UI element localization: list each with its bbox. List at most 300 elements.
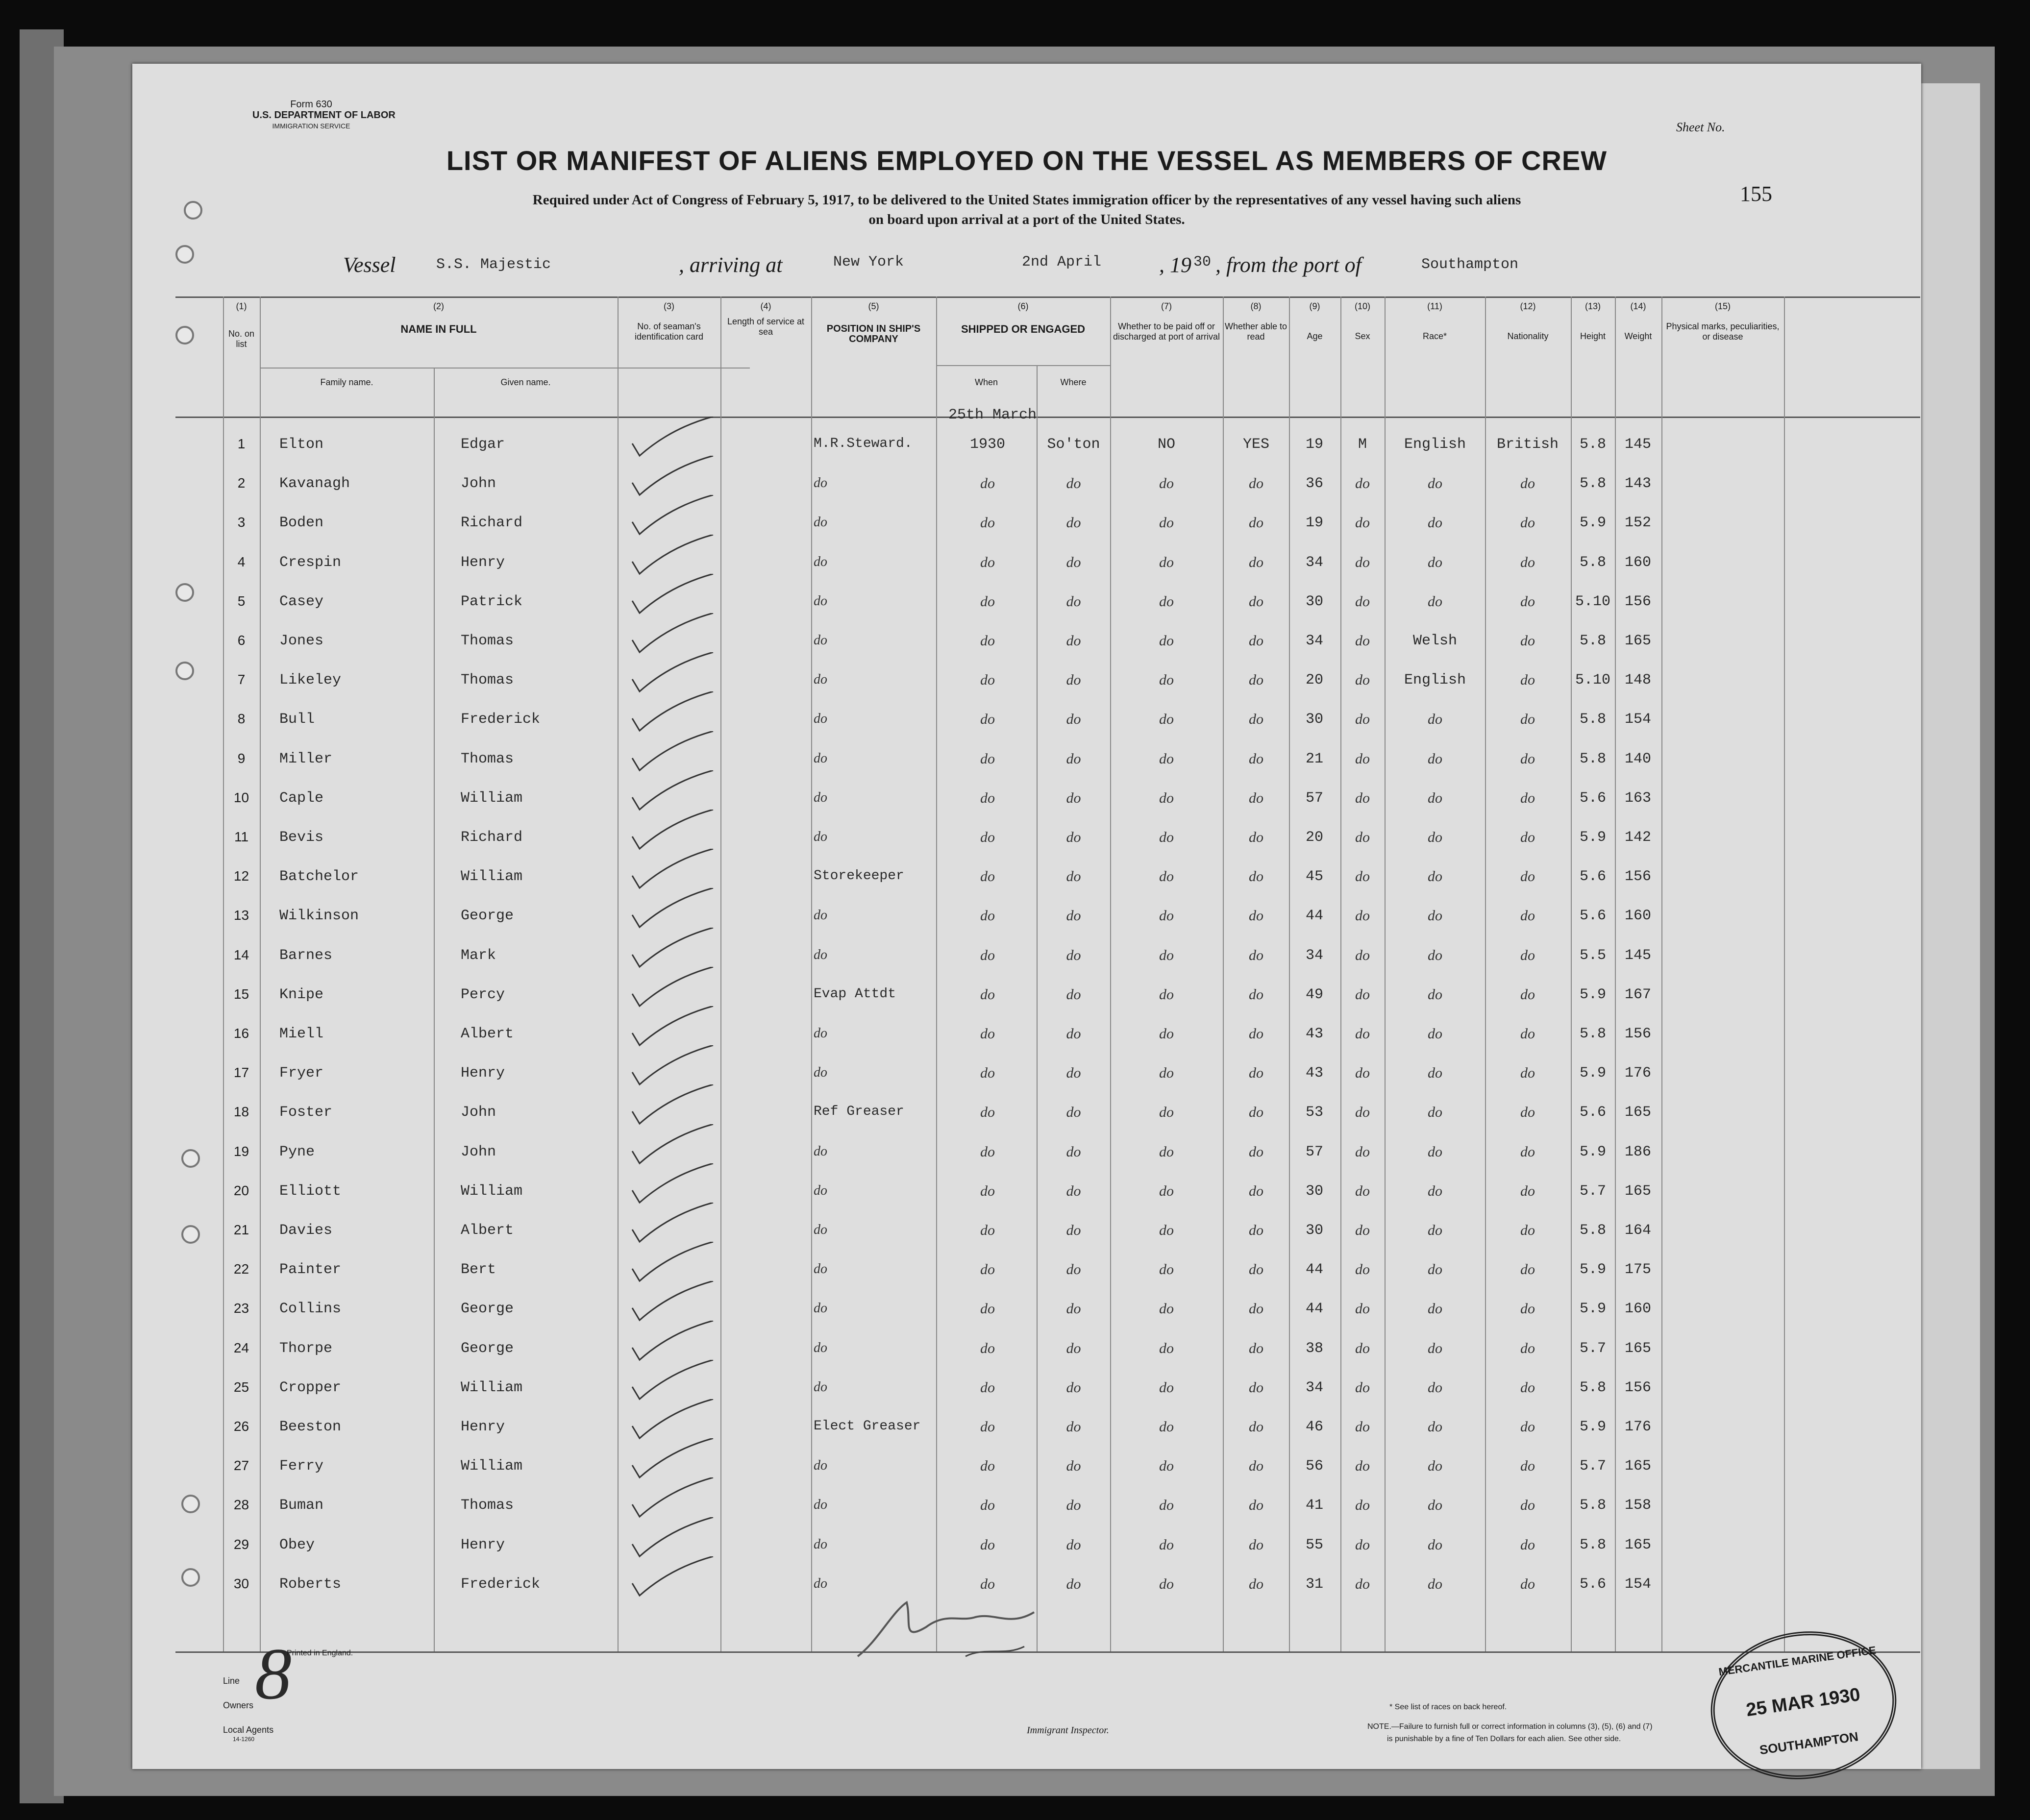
col-num: (10): [1354, 301, 1370, 311]
cell-given: Frederick: [461, 711, 541, 728]
cell-family: Likeley: [279, 672, 342, 689]
check-mark-icon: [622, 535, 720, 579]
inspector-label: Immigrant Inspector.: [1027, 1725, 1109, 1736]
cell-where: do: [1066, 947, 1081, 963]
punch-hole: [175, 245, 194, 264]
col-label: Race*: [1422, 331, 1447, 341]
cell-when: do: [980, 633, 995, 649]
cell-position: do: [814, 1065, 827, 1081]
cell-read: YES: [1242, 436, 1269, 453]
cell-paid: do: [1159, 1182, 1174, 1199]
cell-given: Henry: [461, 1419, 505, 1435]
punch-hole: [175, 326, 194, 344]
cell-age: 55: [1305, 1536, 1323, 1553]
manifest-sheet: [132, 64, 1921, 1769]
cell-position: do: [814, 750, 827, 766]
cell-no: 24: [233, 1340, 249, 1355]
vessel-name: S.S. Majestic: [436, 256, 551, 273]
cell-nationality: do: [1520, 1379, 1535, 1396]
col-label: Whether able to read: [1224, 321, 1287, 342]
cell-no: 14: [233, 947, 249, 962]
cell-paid: do: [1159, 1379, 1174, 1396]
cell-family: Buman: [279, 1497, 324, 1514]
check-mark-icon: [622, 1163, 720, 1207]
cell-paid: do: [1159, 908, 1174, 924]
sheet-label: Sheet No.: [1676, 120, 1725, 134]
cell-sex: M: [1358, 436, 1367, 453]
col-num: (14): [1630, 301, 1646, 311]
cell-age: 36: [1305, 475, 1323, 492]
cell-sex: do: [1355, 750, 1370, 767]
col-label: Length of service at sea: [727, 317, 805, 337]
cell-weight: 142: [1624, 829, 1651, 846]
cell-where: do: [1066, 1575, 1081, 1592]
cell-where: do: [1066, 1497, 1081, 1514]
cell-where: do: [1066, 1458, 1081, 1475]
cell-read: do: [1249, 475, 1263, 492]
cell-nationality: do: [1520, 593, 1535, 610]
cell-when: do: [980, 908, 995, 924]
cell-sex: do: [1355, 947, 1370, 963]
cell-height: 5.6: [1579, 1104, 1606, 1121]
cell-no: 7: [237, 672, 246, 688]
cell-given: William: [461, 789, 523, 807]
cell-family: Beeston: [279, 1419, 342, 1435]
col-rule: [1340, 296, 1341, 1651]
cell-nationality: do: [1520, 750, 1535, 767]
check-mark-icon: [622, 1124, 720, 1168]
header-bottom-rule: [175, 417, 1920, 418]
cell-height: 5.8: [1579, 633, 1606, 649]
cell-when: do: [980, 475, 995, 492]
cell-no: 3: [237, 515, 246, 530]
cell-position: do: [814, 711, 827, 727]
cell-where: do: [1066, 1261, 1081, 1278]
cell-age: 21: [1305, 750, 1323, 767]
col-7-header: [1110, 301, 1223, 342]
col-rule: [1661, 296, 1662, 1651]
cell-age: 57: [1305, 1143, 1323, 1160]
cell-when: do: [980, 1143, 995, 1160]
cell-position: do: [814, 1182, 827, 1198]
cell-race: do: [1428, 1026, 1442, 1042]
cell-race: do: [1428, 829, 1442, 845]
col-6a-header: When: [974, 377, 998, 387]
stamp-bottom-text: SOUTHAMPTON: [1758, 1729, 1859, 1758]
cell-paid: do: [1159, 750, 1174, 767]
cell-nationality: do: [1520, 1065, 1535, 1082]
cell-nationality: do: [1520, 672, 1535, 689]
cell-position: do: [814, 1536, 827, 1552]
cell-read: do: [1249, 672, 1263, 689]
cell-given: Albert: [461, 1222, 514, 1239]
cell-weight: 154: [1624, 711, 1651, 728]
cell-race: do: [1428, 1301, 1442, 1317]
cell-height: 5.6: [1579, 908, 1606, 925]
cell-age: 44: [1305, 908, 1323, 925]
cell-given: George: [461, 908, 514, 925]
cell-position: do: [814, 1143, 827, 1159]
cell-paid: do: [1159, 515, 1174, 531]
col-label: No. on list: [228, 329, 255, 349]
cell-family: Barnes: [279, 947, 333, 964]
cell-weight: 165: [1624, 633, 1651, 649]
cell-weight: 175: [1624, 1261, 1651, 1279]
cell-position: do: [814, 1026, 827, 1041]
cell-family: Elton: [279, 436, 324, 453]
cell-weight: 165: [1624, 1104, 1651, 1121]
check-mark-icon: [622, 1477, 720, 1522]
cell-sex: do: [1355, 1575, 1370, 1592]
cell-position: do: [814, 672, 827, 688]
cell-family: Fryer: [279, 1065, 324, 1082]
stamp-date: 25 MAR 1930: [1745, 1684, 1862, 1721]
cell-where: do: [1066, 868, 1081, 885]
cell-sex: do: [1355, 1222, 1370, 1238]
cell-height: 5.6: [1579, 1575, 1606, 1593]
cell-height: 5.9: [1579, 1419, 1606, 1435]
fine-note-1: NOTE.—Failure to furnish full or correct information in columns (3), (5), (6) and (7): [1367, 1722, 1653, 1731]
cell-when: do: [980, 1104, 995, 1121]
cell-height: 5.8: [1579, 1222, 1606, 1239]
cell-paid: do: [1159, 986, 1174, 1003]
cell-race: do: [1428, 1065, 1442, 1082]
cell-age: 41: [1305, 1497, 1323, 1514]
table-top-rule: [175, 296, 1920, 298]
cell-family: Miller: [279, 750, 333, 767]
col-num: (9): [1309, 301, 1320, 311]
cell-read: do: [1249, 986, 1263, 1003]
cell-age: 38: [1305, 1340, 1323, 1357]
cell-paid: do: [1159, 475, 1174, 492]
cell-no: 2: [237, 475, 246, 491]
check-mark-icon: [622, 1517, 720, 1561]
cell-sex: do: [1355, 1301, 1370, 1317]
cell-sex: do: [1355, 515, 1370, 531]
col-8-header: [1223, 301, 1289, 342]
cell-family: Bull: [279, 711, 315, 728]
cell-given: Henry: [461, 1536, 505, 1553]
cell-read: do: [1249, 554, 1263, 570]
cell-family: Elliott: [279, 1182, 342, 1200]
cell-race: do: [1428, 1261, 1442, 1278]
cell-family: Roberts: [279, 1575, 342, 1593]
cell-nationality: do: [1520, 1497, 1535, 1514]
check-mark-icon: [622, 928, 720, 972]
check-mark-icon: [622, 495, 720, 539]
cell-read: do: [1249, 750, 1263, 767]
owners-label: Owners: [223, 1700, 254, 1710]
cell-no: 16: [233, 1026, 249, 1041]
cell-sex: do: [1355, 1536, 1370, 1553]
cell-sex: do: [1355, 1104, 1370, 1121]
cell-weight: 152: [1624, 515, 1651, 532]
col-5-header: [811, 301, 936, 344]
departure-port: Southampton: [1421, 256, 1519, 273]
cell-family: Ferry: [279, 1458, 324, 1475]
cell-weight: 167: [1624, 986, 1651, 1003]
col-12-header: [1485, 301, 1571, 342]
cell-position: do: [814, 1222, 827, 1237]
col-rule: [434, 368, 435, 1651]
col-label: NAME IN FULL: [400, 323, 477, 335]
check-mark-icon: [622, 1242, 720, 1286]
col-label: Nationality: [1507, 331, 1549, 341]
cell-race: do: [1428, 789, 1442, 806]
cell-position: Elect Greaser: [814, 1419, 921, 1434]
cell-no: 19: [233, 1143, 249, 1159]
cell-when: 1930: [969, 436, 1005, 453]
cell-family: Thorpe: [279, 1340, 333, 1357]
cell-given: John: [461, 475, 496, 492]
cell-where: do: [1066, 750, 1081, 767]
stamp-top-text: MERCANTILE MARINE OFFICE: [1718, 1644, 1877, 1678]
cell-given: Henry: [461, 554, 505, 571]
cell-family: Collins: [279, 1301, 342, 1318]
cell-paid: do: [1159, 947, 1174, 963]
cell-nationality: do: [1520, 475, 1535, 492]
cell-weight: 145: [1624, 947, 1651, 964]
col-rule: [1615, 296, 1616, 1651]
cell-read: do: [1249, 633, 1263, 649]
cell-given: Patrick: [461, 593, 523, 610]
col-label: Age: [1307, 331, 1323, 341]
cell-height: 5.9: [1579, 1301, 1606, 1318]
cell-sex: do: [1355, 1143, 1370, 1160]
cell-race: do: [1428, 986, 1442, 1003]
col-rule: [1385, 296, 1386, 1651]
cell-weight: 164: [1624, 1222, 1651, 1239]
cell-no: 23: [233, 1301, 249, 1316]
cell-given: Henry: [461, 1065, 505, 1082]
col-label: SHIPPED OR ENGAGED: [961, 323, 1086, 335]
cell-age: 57: [1305, 789, 1323, 807]
cell-where: do: [1066, 1419, 1081, 1435]
cell-given: Percy: [461, 986, 505, 1003]
cell-race: do: [1428, 515, 1442, 531]
cell-nationality: do: [1520, 1182, 1535, 1199]
cell-race: do: [1428, 475, 1442, 492]
cell-weight: 154: [1624, 1575, 1651, 1593]
cell-when: do: [980, 1340, 995, 1356]
check-mark-icon: [622, 810, 720, 854]
col-9-header: [1289, 301, 1340, 342]
cell-when: do: [980, 1458, 995, 1475]
cell-read: do: [1249, 711, 1263, 728]
punch-hole: [181, 1225, 200, 1244]
cell-race: do: [1428, 908, 1442, 924]
cell-paid: do: [1159, 789, 1174, 806]
cell-race: do: [1428, 1458, 1442, 1475]
subtitle-line-2: on board upon arrival at a port of the United States.: [868, 212, 1185, 227]
check-mark-icon: [622, 1438, 720, 1482]
page-title: LIST OR MANIFEST OF ALIENS EMPLOYED ON THE VESSEL AS MEMBERS OF CREW: [446, 145, 1608, 176]
cell-race: do: [1428, 1340, 1442, 1356]
cell-race: do: [1428, 1575, 1442, 1592]
cell-height: 5.8: [1579, 750, 1606, 767]
cell-race: do: [1428, 711, 1442, 728]
cell-paid: do: [1159, 711, 1174, 728]
cell-when: do: [980, 593, 995, 610]
cell-weight: 145: [1624, 436, 1651, 453]
cell-sex: do: [1355, 1026, 1370, 1042]
col-13-header: [1571, 301, 1615, 342]
cell-no: 1: [237, 436, 246, 451]
cell-height: 5.9: [1579, 515, 1606, 532]
cell-weight: 156: [1624, 868, 1651, 885]
check-mark-icon: [622, 1556, 720, 1600]
check-mark-icon: [622, 1321, 720, 1365]
col-num: (4): [760, 301, 771, 311]
cell-no: 13: [233, 908, 249, 923]
agents-label: Local Agents: [223, 1725, 274, 1735]
cell-where: do: [1066, 711, 1081, 728]
cell-read: do: [1249, 1261, 1263, 1278]
cell-given: Thomas: [461, 1497, 514, 1514]
cell-height: 5.7: [1579, 1182, 1606, 1200]
cell-height: 5.8: [1579, 436, 1606, 453]
cell-nationality: British: [1496, 436, 1559, 453]
check-mark-icon: [622, 691, 720, 736]
from-label: , from the port of: [1215, 253, 1362, 277]
cell-given: Frederick: [461, 1575, 541, 1593]
check-mark-icon: [622, 613, 720, 657]
cell-when: do: [980, 1379, 995, 1396]
cell-weight: 140: [1624, 750, 1651, 767]
cell-nationality: do: [1520, 1575, 1535, 1592]
cell-height: 5.5: [1579, 947, 1606, 964]
cell-no: 15: [233, 986, 249, 1002]
cell-weight: 156: [1624, 1379, 1651, 1396]
col-6b-header: Where: [1060, 377, 1087, 387]
check-mark-icon: [622, 652, 720, 696]
cell-when: do: [980, 868, 995, 885]
col-label: Sex: [1355, 331, 1370, 341]
cell-when: do: [980, 947, 995, 963]
cell-race: do: [1428, 868, 1442, 885]
check-mark-icon: [622, 1360, 720, 1404]
shipped-date-note: 25th March: [948, 407, 1037, 423]
cell-when: do: [980, 1301, 995, 1317]
cell-family: Casey: [279, 593, 324, 610]
cell-nationality: do: [1520, 908, 1535, 924]
punch-hole: [181, 1568, 200, 1587]
service: IMMIGRATION SERVICE: [272, 122, 350, 130]
year-prefix: , 19: [1159, 253, 1191, 277]
col-2-header: [260, 301, 618, 334]
check-mark-icon: [622, 456, 720, 500]
cell-read: do: [1249, 1026, 1263, 1042]
cell-nationality: do: [1520, 789, 1535, 806]
cell-weight: 165: [1624, 1340, 1651, 1357]
cell-given: William: [461, 868, 523, 885]
col-10-header: [1340, 301, 1385, 342]
cell-race: do: [1428, 1419, 1442, 1435]
cell-height: 5.10: [1575, 672, 1610, 689]
cell-where: do: [1066, 1536, 1081, 1553]
cell-race: Welsh: [1412, 633, 1457, 649]
cell-height: 5.8: [1579, 1536, 1606, 1553]
cell-nationality: do: [1520, 633, 1535, 649]
cell-read: do: [1249, 593, 1263, 610]
cell-race: do: [1428, 1222, 1442, 1238]
col-rule: [618, 296, 619, 1651]
arrival-year: 30: [1193, 254, 1212, 271]
cell-read: do: [1249, 1379, 1263, 1396]
cell-height: 5.6: [1579, 868, 1606, 885]
cell-no: 25: [233, 1379, 249, 1395]
cell-height: 5.8: [1579, 1379, 1606, 1396]
col-rule: [1485, 296, 1486, 1651]
cell-sex: do: [1355, 868, 1370, 885]
cell-age: 56: [1305, 1458, 1323, 1475]
agents-code: 14-1260: [233, 1736, 255, 1743]
cell-no: 30: [233, 1575, 249, 1591]
cell-no: 10: [233, 789, 249, 805]
col-11-header: [1385, 301, 1485, 342]
cell-read: do: [1249, 1104, 1263, 1121]
cell-age: 30: [1305, 593, 1323, 610]
cell-height: 5.8: [1579, 1497, 1606, 1514]
cell-given: William: [461, 1182, 523, 1200]
cell-sex: do: [1355, 672, 1370, 689]
cell-no: 27: [233, 1458, 249, 1474]
col-label: Whether to be paid off or discharged at port of arrival: [1113, 321, 1220, 342]
cell-position: do: [814, 1575, 827, 1591]
cell-sex: do: [1355, 1182, 1370, 1199]
check-mark-icon: [622, 888, 720, 932]
form-header: [252, 99, 396, 131]
cell-paid: do: [1159, 1143, 1174, 1160]
cell-where: do: [1066, 1301, 1081, 1317]
cell-height: 5.9: [1579, 1261, 1606, 1279]
cell-weight: 176: [1624, 1065, 1651, 1082]
cell-age: 43: [1305, 1065, 1323, 1082]
cell-height: 5.8: [1579, 711, 1606, 728]
cell-paid: do: [1159, 1261, 1174, 1278]
cell-family: Cropper: [279, 1379, 342, 1396]
cell-when: do: [980, 1575, 995, 1592]
cell-age: 20: [1305, 829, 1323, 846]
cell-where: do: [1066, 1143, 1081, 1160]
col-4-header: [720, 301, 811, 337]
cell-when: do: [980, 1536, 995, 1553]
cell-paid: do: [1159, 1419, 1174, 1435]
cell-age: 45: [1305, 868, 1323, 885]
cell-nationality: do: [1520, 1261, 1535, 1278]
cell-given: Mark: [461, 947, 496, 964]
cell-age: 19: [1305, 515, 1323, 532]
cell-age: 34: [1305, 633, 1323, 649]
cell-where: do: [1066, 475, 1081, 492]
cell-weight: 160: [1624, 554, 1651, 571]
col-rule: [1037, 365, 1038, 1651]
check-mark-icon: [622, 1399, 720, 1443]
check-mark-icon: [622, 849, 720, 893]
col-num: (11): [1427, 301, 1442, 311]
cell-weight: 158: [1624, 1497, 1651, 1514]
cell-nationality: do: [1520, 868, 1535, 885]
cell-height: 5.6: [1579, 789, 1606, 807]
punch-hole: [175, 583, 194, 602]
cell-paid: do: [1159, 1497, 1174, 1514]
col-num: (7): [1161, 301, 1172, 311]
punch-hole: [175, 662, 194, 680]
cell-paid: do: [1159, 554, 1174, 570]
cell-where: So'ton: [1047, 436, 1100, 453]
cell-weight: 165: [1624, 1536, 1651, 1553]
cell-no: 6: [237, 633, 246, 648]
